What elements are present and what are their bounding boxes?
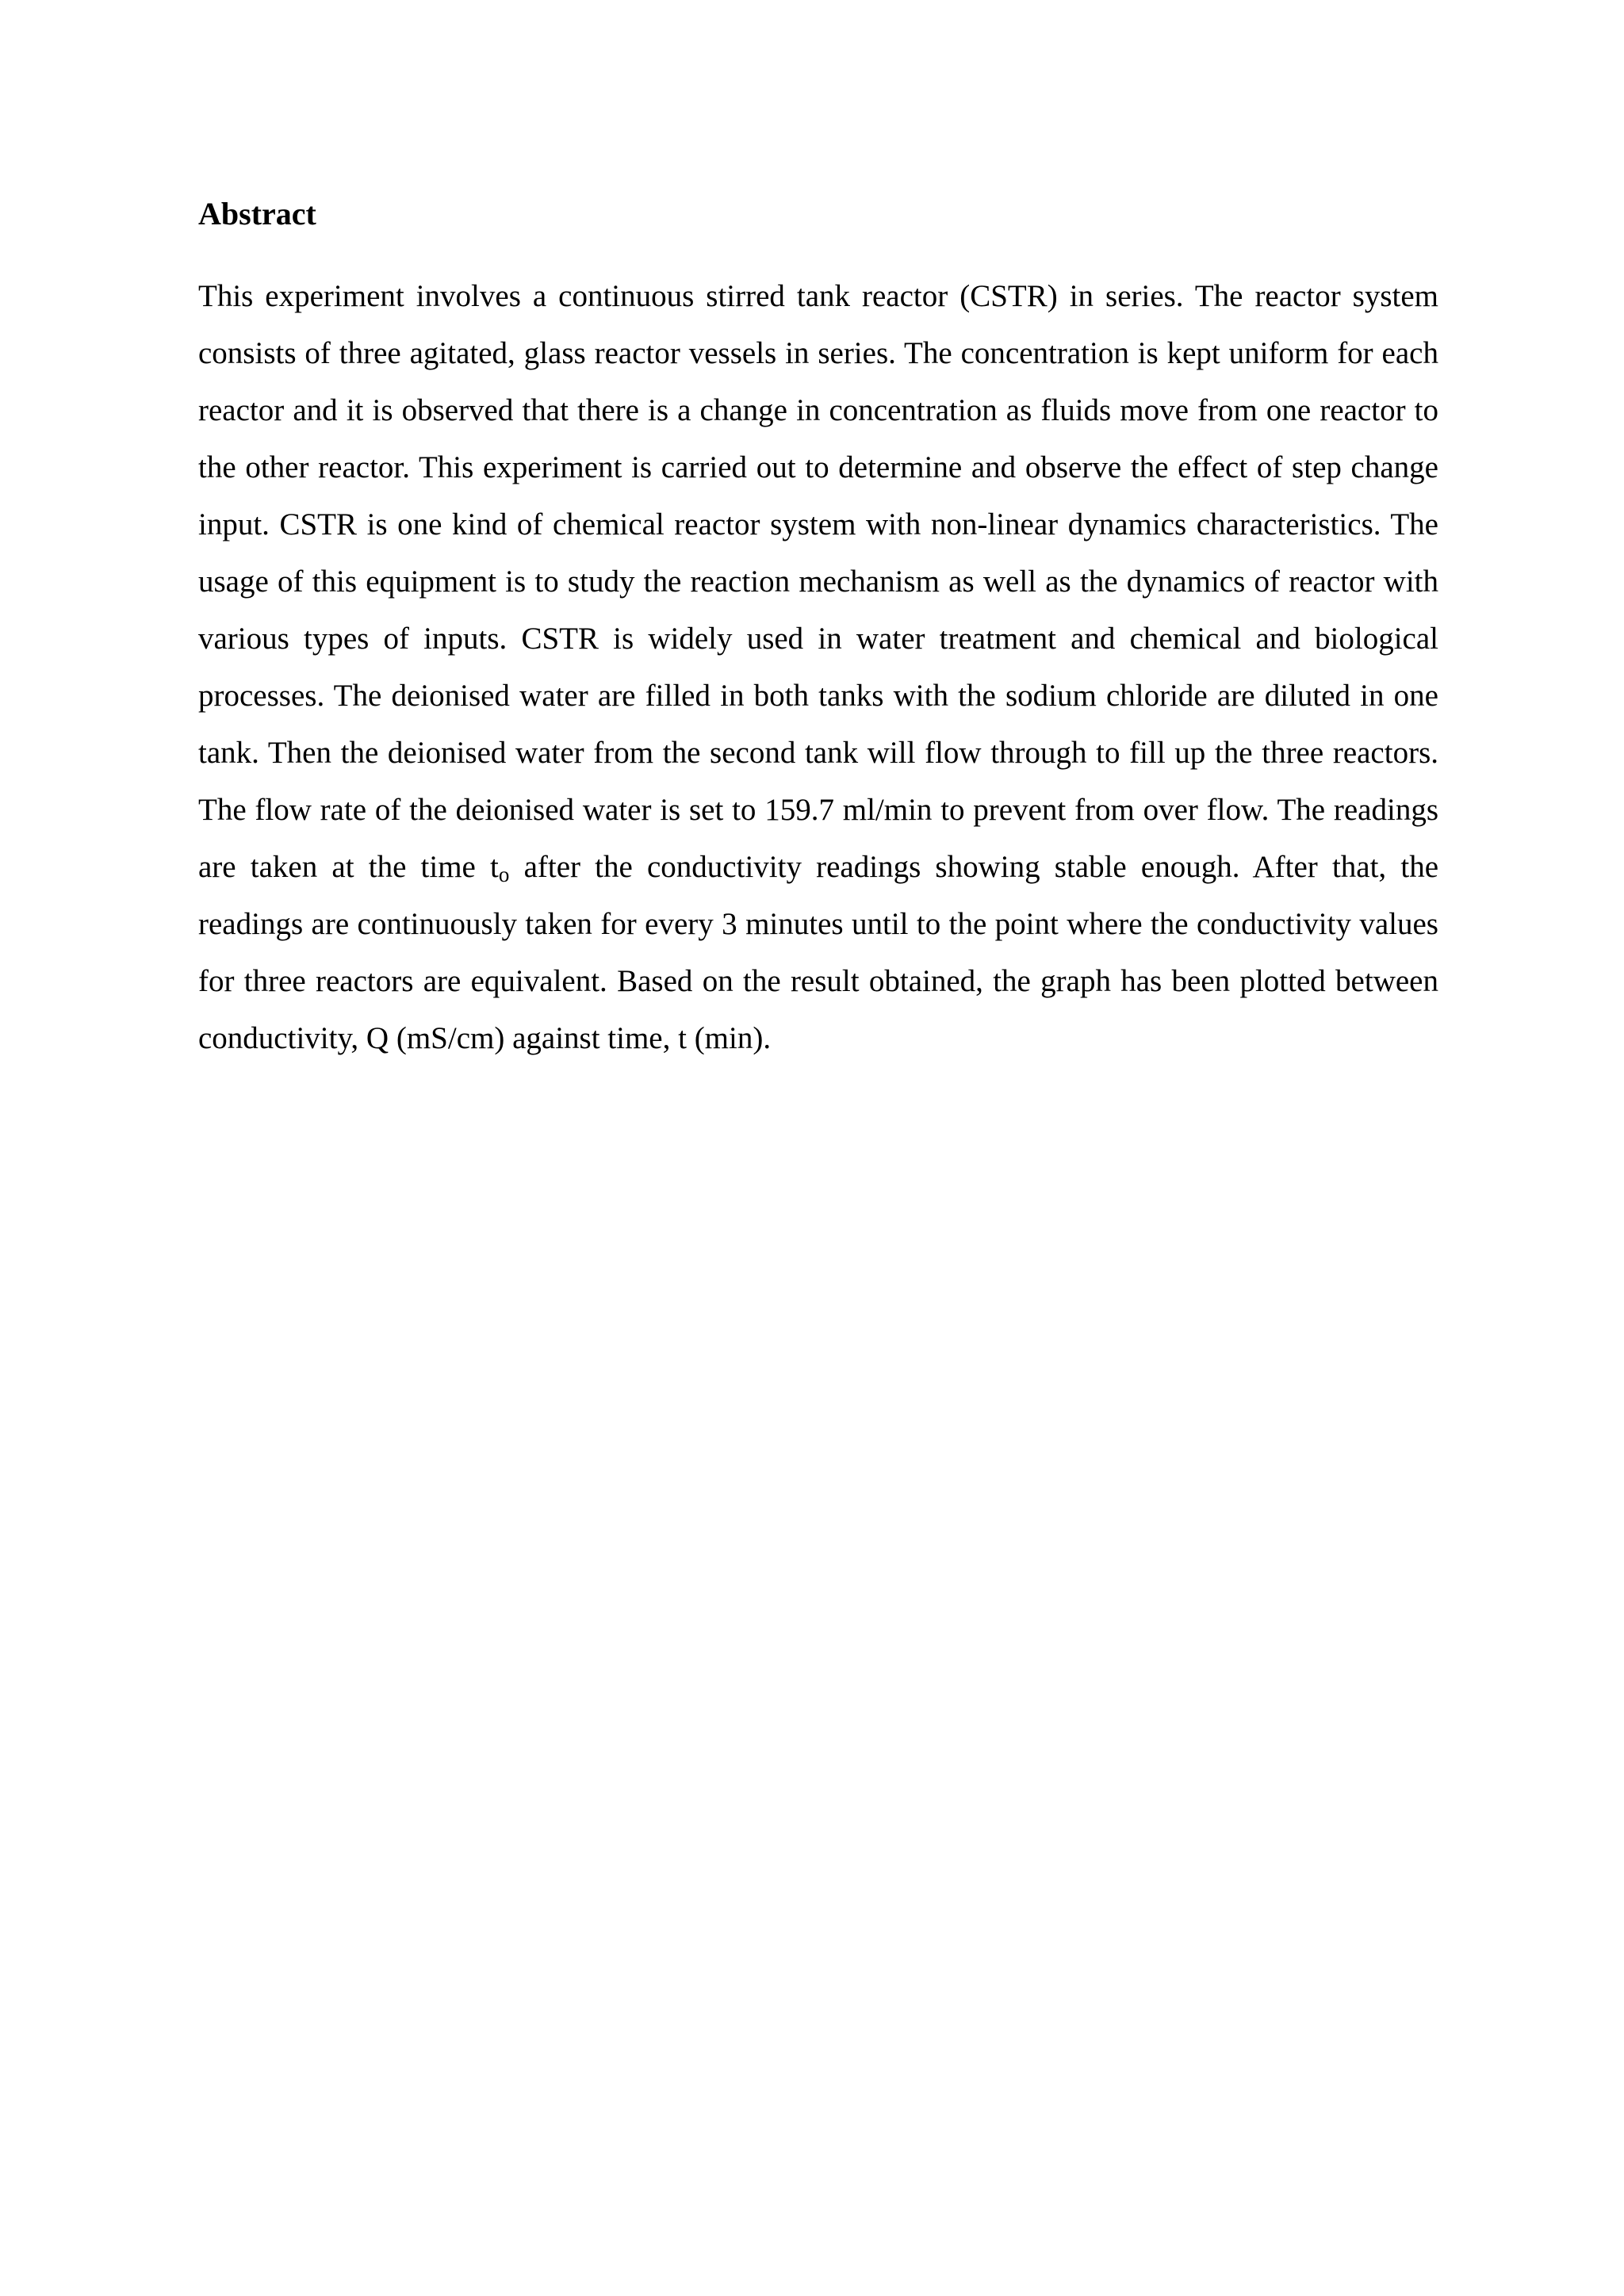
abstract-paragraph: [198, 268, 1438, 1067]
document-content: [198, 192, 1438, 1067]
abstract-text-part-1: This experiment involves a continuous stirred tank reactor (CSTR) in series. The reactor system consists of three agitated, glass reactor vessels in series. The concentration is kept uniform for each reactor and it is observed that there is a change in concentration as fluids move from one reactor to the other reactor. This experiment is carried out to determine and observe the effect of step change input. CSTR is one kind of chemical reactor system with non-linear dynamics characteristics. The usage of this equipment is to study the reaction mechanism as well as the dynamics of reactor with various types of inputs. CSTR is widely used in water treatment and chemical and biological processes. The deionised water are filled in both tanks with the sodium chloride are diluted in one tank. Then the deionised water from the second tank will flow through to fill up the three reactors. The flow rate of the deionised water is set to 159.7 ml/min to prevent from over flow. The readings are taken at the time t: [198, 279, 1438, 884]
abstract-text-part-2: after the conductivity readings showing stable enough. After that, the readings are continuously taken for every 3 minutes until to the point where the conductivity values for three reactors are equivalent. Based on the result obtained, the graph has been plotted between conductivity, Q (mS/cm) against time, t (min).: [198, 850, 1439, 1055]
abstract-heading: Abstract: [198, 196, 316, 232]
time-subscript: o: [498, 863, 510, 886]
